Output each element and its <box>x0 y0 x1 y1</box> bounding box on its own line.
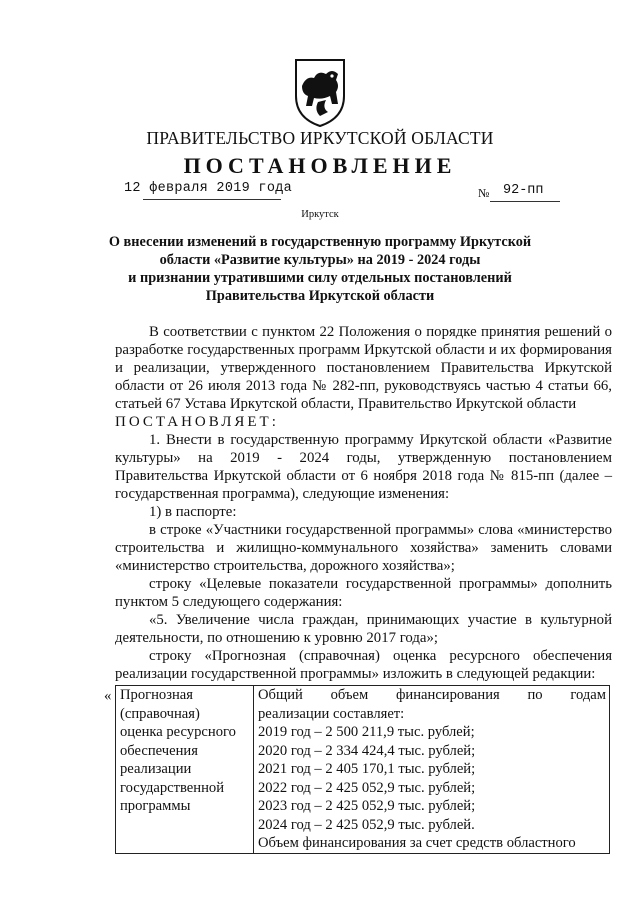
document-number: 92-пп <box>503 183 544 198</box>
table-open-quote: « <box>104 688 112 704</box>
label-line: (справочная) <box>120 705 200 722</box>
preamble-paragraph: В соответствии с пунктом 22 Положения о порядке принятия решений о разработке государственных программ Иркутской области и их формирования и реализации, утвержденного постановлением Правительства Иркутской области от 26 июля 2013 года № 282-пп, руководствуясь частью 4 статьи 66, статьей 67 Устава Иркутской области, Правительство Иркутской области <box>115 324 612 412</box>
title-line: Правительства Иркутской области <box>205 288 435 304</box>
year-line: 2022 год – 2 425 052,9 тыс. рублей; <box>258 779 476 796</box>
value-line: реализации составляет: <box>258 705 405 722</box>
table-cell-label <box>116 686 254 854</box>
value-line: Объем финансирования за счет средств областного <box>258 835 576 851</box>
document-date: 12 февраля 2019 года <box>124 181 293 196</box>
year-line: 2024 год – 2 425 052,9 тыс. рублей. <box>258 816 475 833</box>
title-line: О внесении изменений в государственную программу Иркутской <box>108 234 532 250</box>
document-type: ПОСТАНОВЛЕНИЕ <box>183 153 457 178</box>
table-cell-value <box>254 686 610 854</box>
city: Иркутск <box>301 209 339 220</box>
amendment-paragraph: в строке «Участники государственной программы» слова «министерство строительства и жилищно-коммунального хозяйства» заменить словами «министерство строительства, дорожного хозяйства»; <box>115 522 612 574</box>
year-line: 2020 год – 2 334 424,4 тыс. рублей; <box>258 742 476 759</box>
document-title <box>100 233 540 305</box>
year-line: 2023 год – 2 425 052,9 тыс. рублей; <box>258 798 476 814</box>
year-line: 2019 год – 2 500 211,9 тыс. рублей; <box>258 724 475 740</box>
coat-of-arms-emblem <box>292 56 348 128</box>
table-row <box>116 686 610 854</box>
date-underline <box>143 199 281 200</box>
title-line: области «Развитие культуры» на 2019 - 2024 годы <box>159 252 481 268</box>
year-line: 2021 год – 2 405 170,1 тыс. рублей; <box>258 761 476 777</box>
amendment-paragraph: строку «Прогнозная (справочная) оценка ресурсного обеспечения реализации государственной программы» изложить в следующей редакции: <box>115 648 612 682</box>
amendment-paragraph: строку «Целевые показатели государственной программы» дополнить пунктом 5 следующего содержания: <box>115 576 612 610</box>
amendment-paragraph: «5. Увеличение числа граждан, принимающих участие в культурной деятельности, по отношению к уровню 2017 года»; <box>115 612 612 646</box>
title-line: и признании утратившими силу отдельных постановлений <box>128 270 512 286</box>
number-underline <box>490 201 560 202</box>
label-line: оценка ресурсного <box>120 724 236 740</box>
document-body <box>115 323 612 683</box>
government-name: ПРАВИТЕЛЬСТВО ИРКУТСКОЙ ОБЛАСТИ <box>146 128 494 148</box>
label-line: программы <box>120 798 191 814</box>
item-1-paragraph: 1. Внести в государственную программу Иркутской области «Развитие культуры» на 2019 - 2024 годы, утвержденную постановлением Правительства Иркутской области от 6 ноября 2018 года № 815-пп (далее – государственная программа), следующие изменения: <box>115 432 612 502</box>
label-line: обеспечения <box>120 742 198 759</box>
label-line: Прогнозная <box>120 687 193 703</box>
label-line: реализации <box>120 761 192 777</box>
passport-table <box>115 685 610 854</box>
value-line: Общий объем финансирования по годам <box>258 687 606 703</box>
label-line: государственной <box>120 779 225 796</box>
sub-item-1: 1) в паспорте: <box>149 504 237 520</box>
number-sign: № <box>478 186 490 200</box>
resolves-heading: ПОСТАНОВЛЯЕТ: <box>115 414 279 430</box>
